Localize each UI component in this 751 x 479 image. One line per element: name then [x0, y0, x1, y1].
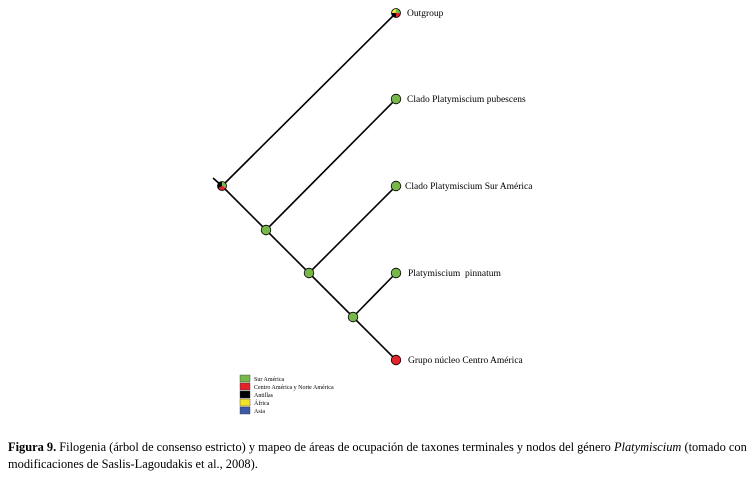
- area-legend: [240, 375, 334, 415]
- branch-pinnatum: [353, 273, 396, 317]
- tip-node-sur-america: [391, 181, 401, 191]
- node-n1: [261, 225, 271, 235]
- root-node: [217, 182, 226, 191]
- tree-branches: [213, 13, 396, 360]
- tip-label-pubescens: Clado Platymiscium pubescens: [407, 95, 526, 105]
- branch-root-n1: [222, 186, 266, 230]
- legend-swatch-africa: [240, 399, 250, 406]
- branch-sur-america: [309, 186, 396, 273]
- legend-label-asia: Asia: [254, 409, 265, 415]
- outgroup-node: [392, 9, 401, 18]
- figure-caption: [8, 439, 748, 473]
- tip-label-outgroup: Outgroup: [407, 9, 444, 19]
- branch-outgroup: [222, 13, 396, 186]
- legend-label-africa: África: [254, 401, 270, 407]
- legend-swatch-centro-america: [240, 383, 250, 390]
- node-n2: [304, 268, 314, 278]
- branch-centro-america: [353, 317, 396, 360]
- tip-label-sur-america: Clado Platymiscium Sur América: [405, 182, 533, 192]
- figure-number: Figura 9.: [8, 440, 57, 454]
- legend-label-centro-america: Centro América y Norte América: [254, 385, 334, 391]
- tip-node-centro-america: [391, 355, 401, 365]
- branch-n1-n2: [266, 230, 309, 273]
- tip-label-pinnatum: Platymiscium pinnatum: [408, 269, 501, 279]
- legend-label-sur-america: Sur América: [254, 377, 285, 383]
- legend-swatch-sur-america: [240, 375, 250, 382]
- branch-n2-n3: [309, 273, 353, 317]
- legend-swatch-antillas: [240, 391, 250, 398]
- legend-swatch-asia: [240, 407, 250, 414]
- caption-source: (tomado con modificaciones de Saslis-Lagoudakis et al., 2008).: [8, 440, 747, 471]
- caption-text: Filogenia (árbol de consenso estricto) y mapeo de áreas de ocupación de taxones terminales y nodos del género: [56, 440, 614, 454]
- node-n3: [348, 312, 358, 322]
- branch-pubescens: [266, 99, 396, 230]
- tip-node-pinnatum: [391, 268, 401, 278]
- caption-genus-name: Platymiscium: [613, 440, 682, 454]
- legend-label-antillas: Antillas: [254, 393, 273, 399]
- tip-node-pubescens: [391, 94, 401, 104]
- tip-label-centro-america: Grupo núcleo Centro América: [408, 356, 523, 366]
